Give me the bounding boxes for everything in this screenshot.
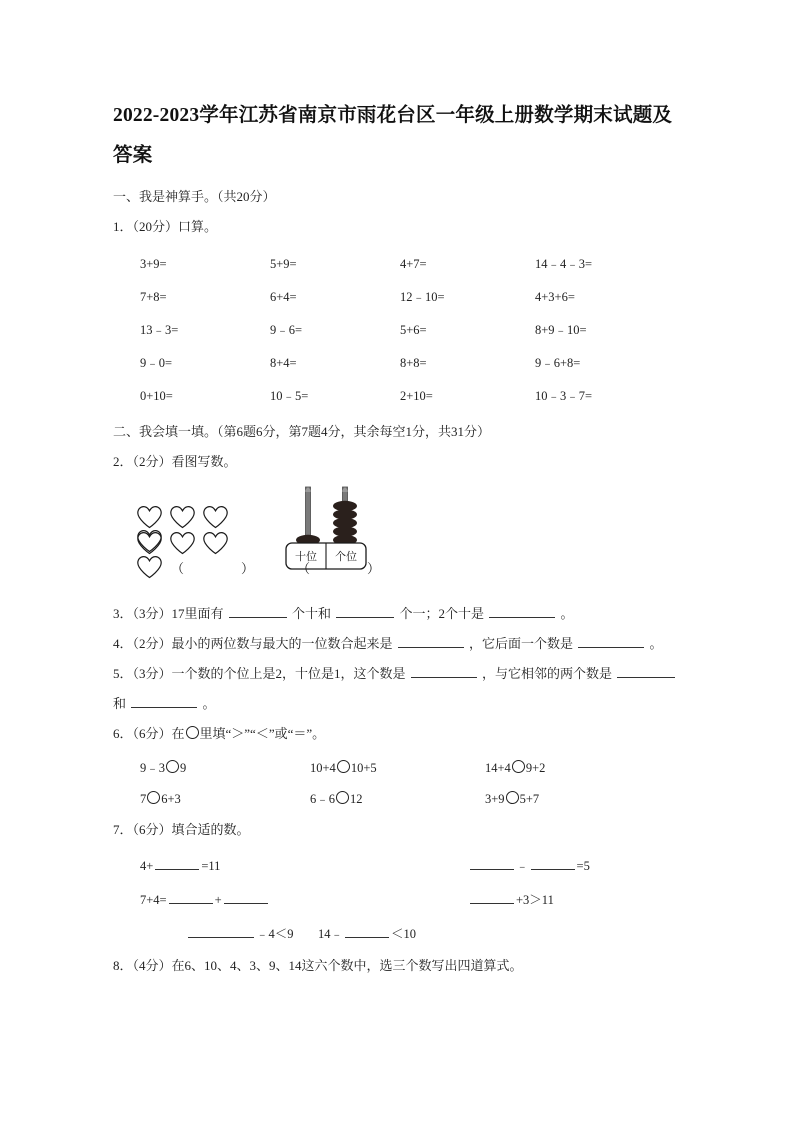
compare-cell <box>140 753 186 784</box>
heart-icon <box>136 531 163 555</box>
fill-text: 14﹣ <box>318 927 344 941</box>
arithmetic-cell: 8+9﹣10= <box>535 323 587 337</box>
arithmetic-cell: 0+10= <box>140 389 173 403</box>
arithmetic-cell: 12﹣10= <box>400 290 445 304</box>
arithmetic-cell: 8+8= <box>400 356 427 370</box>
compare-left: 14+4 <box>485 761 511 775</box>
question-3-mid2: 个一；2个十是 <box>399 606 485 621</box>
hearts-row <box>136 531 256 557</box>
compare-left: 3+9 <box>485 792 505 806</box>
arithmetic-cell: 9﹣6+8= <box>535 356 581 370</box>
arithmetic-cell: 14﹣4﹣3= <box>535 257 593 271</box>
abacus-ones-label: 个位 <box>335 551 357 563</box>
arithmetic-cell: 4+7= <box>400 257 427 271</box>
question-4-prefix: 4．（2分）最小的两位数与最大的一位数合起来是 <box>113 636 393 651</box>
answer-blank[interactable] <box>411 664 477 678</box>
question-3-prefix: 3．（3分）17里面有 <box>113 606 224 621</box>
compare-circle[interactable] <box>166 760 179 773</box>
question-5-mid1: ，与它相邻的两个数是 <box>482 666 613 681</box>
hearts-row <box>136 505 256 531</box>
compare-right: 9 <box>180 761 187 775</box>
arithmetic-row <box>113 248 683 281</box>
arithmetic-cell: 9﹣0= <box>140 356 173 370</box>
heart-icon <box>136 505 163 529</box>
compare-cell <box>485 784 539 815</box>
arithmetic-cell: 5+9= <box>270 257 297 271</box>
arithmetic-cell: 13﹣3= <box>140 323 179 337</box>
answer-blank[interactable] <box>578 634 644 648</box>
question-6-prompt <box>113 719 683 749</box>
arithmetic-row <box>113 347 683 380</box>
answer-blank[interactable] <box>224 890 268 904</box>
question-3 <box>113 599 683 629</box>
fill-cell <box>140 883 270 917</box>
answer-blank[interactable] <box>169 890 213 904</box>
question-2-prompt: 2．（2分）看图写数。 <box>113 454 237 469</box>
question-4 <box>113 629 683 659</box>
arithmetic-cell: 8+4= <box>270 356 297 370</box>
fill-grid <box>113 849 683 951</box>
compare-row <box>113 784 683 815</box>
question-7-prompt: 7．（6分）填合适的数。 <box>113 822 250 837</box>
heart-icon <box>202 505 229 529</box>
compare-circle[interactable] <box>147 791 160 804</box>
fill-cell <box>140 849 220 883</box>
fill-row <box>113 883 683 917</box>
arithmetic-cell: 2+10= <box>400 389 433 403</box>
fill-text: 7+4= <box>140 893 167 907</box>
answer-blank[interactable] <box>155 856 199 870</box>
heart-icon <box>136 555 163 579</box>
compare-right: 5+7 <box>519 792 540 806</box>
answer-blank[interactable] <box>531 856 575 870</box>
fill-cell <box>468 849 590 883</box>
answer-blank[interactable] <box>336 604 394 618</box>
heart-icon <box>169 505 196 529</box>
arithmetic-cell: 10﹣3﹣7= <box>535 389 593 403</box>
hearts-answer-parens[interactable]: （ ） <box>171 561 277 576</box>
fill-text: =5 <box>576 859 590 873</box>
fill-text: ﹣4＜9 <box>256 927 294 941</box>
arithmetic-cell: 7+8= <box>140 290 167 304</box>
compare-cell <box>485 753 545 784</box>
abacus-tens-label: 十位 <box>295 551 317 563</box>
page-title: 2022-2023学年江苏省南京市雨花台区一年级上册数学期末试题及答案 <box>113 105 673 166</box>
arithmetic-row <box>113 281 683 314</box>
answer-blank[interactable] <box>470 890 514 904</box>
abacus-answer-parens[interactable]: （ ） <box>297 561 403 576</box>
arithmetic-cell: 6+4= <box>270 290 297 304</box>
compare-circle[interactable] <box>512 760 525 773</box>
question-2-figure <box>113 481 683 599</box>
fill-text: + <box>214 893 222 907</box>
answer-blank[interactable] <box>470 856 514 870</box>
answer-blank[interactable] <box>345 924 389 938</box>
question-6-prompt-b: 里填“＞”“＜”或“＝”。 <box>199 726 326 741</box>
compare-right: 6+3 <box>161 792 181 806</box>
arithmetic-cell: 9﹣6= <box>270 323 303 337</box>
question-1-prompt: 1．（20分）口算。 <box>113 219 218 234</box>
answer-blank[interactable] <box>188 924 254 938</box>
fill-row <box>113 917 683 951</box>
answer-blank[interactable] <box>617 664 675 678</box>
arithmetic-row <box>113 314 683 347</box>
compare-grid <box>113 753 683 815</box>
arithmetic-cell: 4+3+6= <box>535 290 575 304</box>
hearts-group <box>136 505 256 557</box>
fill-text: 4+ <box>140 859 154 873</box>
fill-cell <box>468 883 554 917</box>
answer-blank[interactable] <box>489 604 555 618</box>
fill-row <box>113 849 683 883</box>
compare-left: 10+4 <box>310 761 336 775</box>
question-3-mid1: 个十和 <box>292 606 332 621</box>
question-5-suffix: 。 <box>202 696 216 711</box>
question-5-mid2: 和 <box>113 696 127 711</box>
heart-icon <box>202 531 229 555</box>
question-5-prefix: 5．（3分）一个数的个位上是2，十位是1，这个数是 <box>113 666 406 681</box>
question-6-prompt-a: 6．（6分）在 <box>113 726 185 741</box>
compare-row <box>113 753 683 784</box>
compare-cell <box>140 784 181 815</box>
compare-cell <box>310 784 363 815</box>
arithmetic-cell: 10﹣5= <box>270 389 309 403</box>
compare-right: 12 <box>350 792 363 806</box>
arithmetic-row <box>113 380 683 413</box>
compare-left: 9﹣3 <box>140 761 166 775</box>
fill-text: ＜10 <box>391 927 417 941</box>
page-content <box>113 96 683 981</box>
fill-text: ﹣ <box>516 859 529 873</box>
circle-icon <box>186 726 199 739</box>
compare-right: 9+2 <box>525 761 546 775</box>
question-5 <box>113 659 683 719</box>
fill-cell <box>318 917 416 951</box>
compare-right: 10+5 <box>350 761 377 775</box>
answer-blank[interactable] <box>229 604 287 618</box>
fill-text: +3＞11 <box>516 893 554 907</box>
section-heading-2: 二、我会填一填。（第6题6分，第7题4分，其余每空1分，共31分） <box>113 424 491 439</box>
compare-left: 7 <box>140 792 147 806</box>
arithmetic-cell: 5+6= <box>400 323 427 337</box>
compare-circle[interactable] <box>506 791 519 804</box>
question-8-prompt: 8．（4分）在6、10、4、3、9、14这六个数中，选三个数写出四道算式。 <box>113 958 523 973</box>
fill-text: =11 <box>201 859 221 873</box>
arithmetic-cell: 3+9= <box>140 257 167 271</box>
question-4-mid1: ，它后面一个数是 <box>469 636 574 651</box>
heart-icon <box>169 531 196 555</box>
compare-circle[interactable] <box>337 760 350 773</box>
answer-blank[interactable] <box>398 634 464 648</box>
arithmetic-grid <box>113 248 683 413</box>
section-heading-1: 一、我是神算手。（共20分） <box>113 189 276 204</box>
question-3-suffix: 。 <box>560 606 574 621</box>
compare-cell <box>310 753 377 784</box>
compare-circle[interactable] <box>336 791 349 804</box>
question-4-suffix: 。 <box>649 636 663 651</box>
fill-cell <box>186 917 294 951</box>
compare-left: 6﹣6 <box>310 792 336 806</box>
answer-blank[interactable] <box>131 694 197 708</box>
